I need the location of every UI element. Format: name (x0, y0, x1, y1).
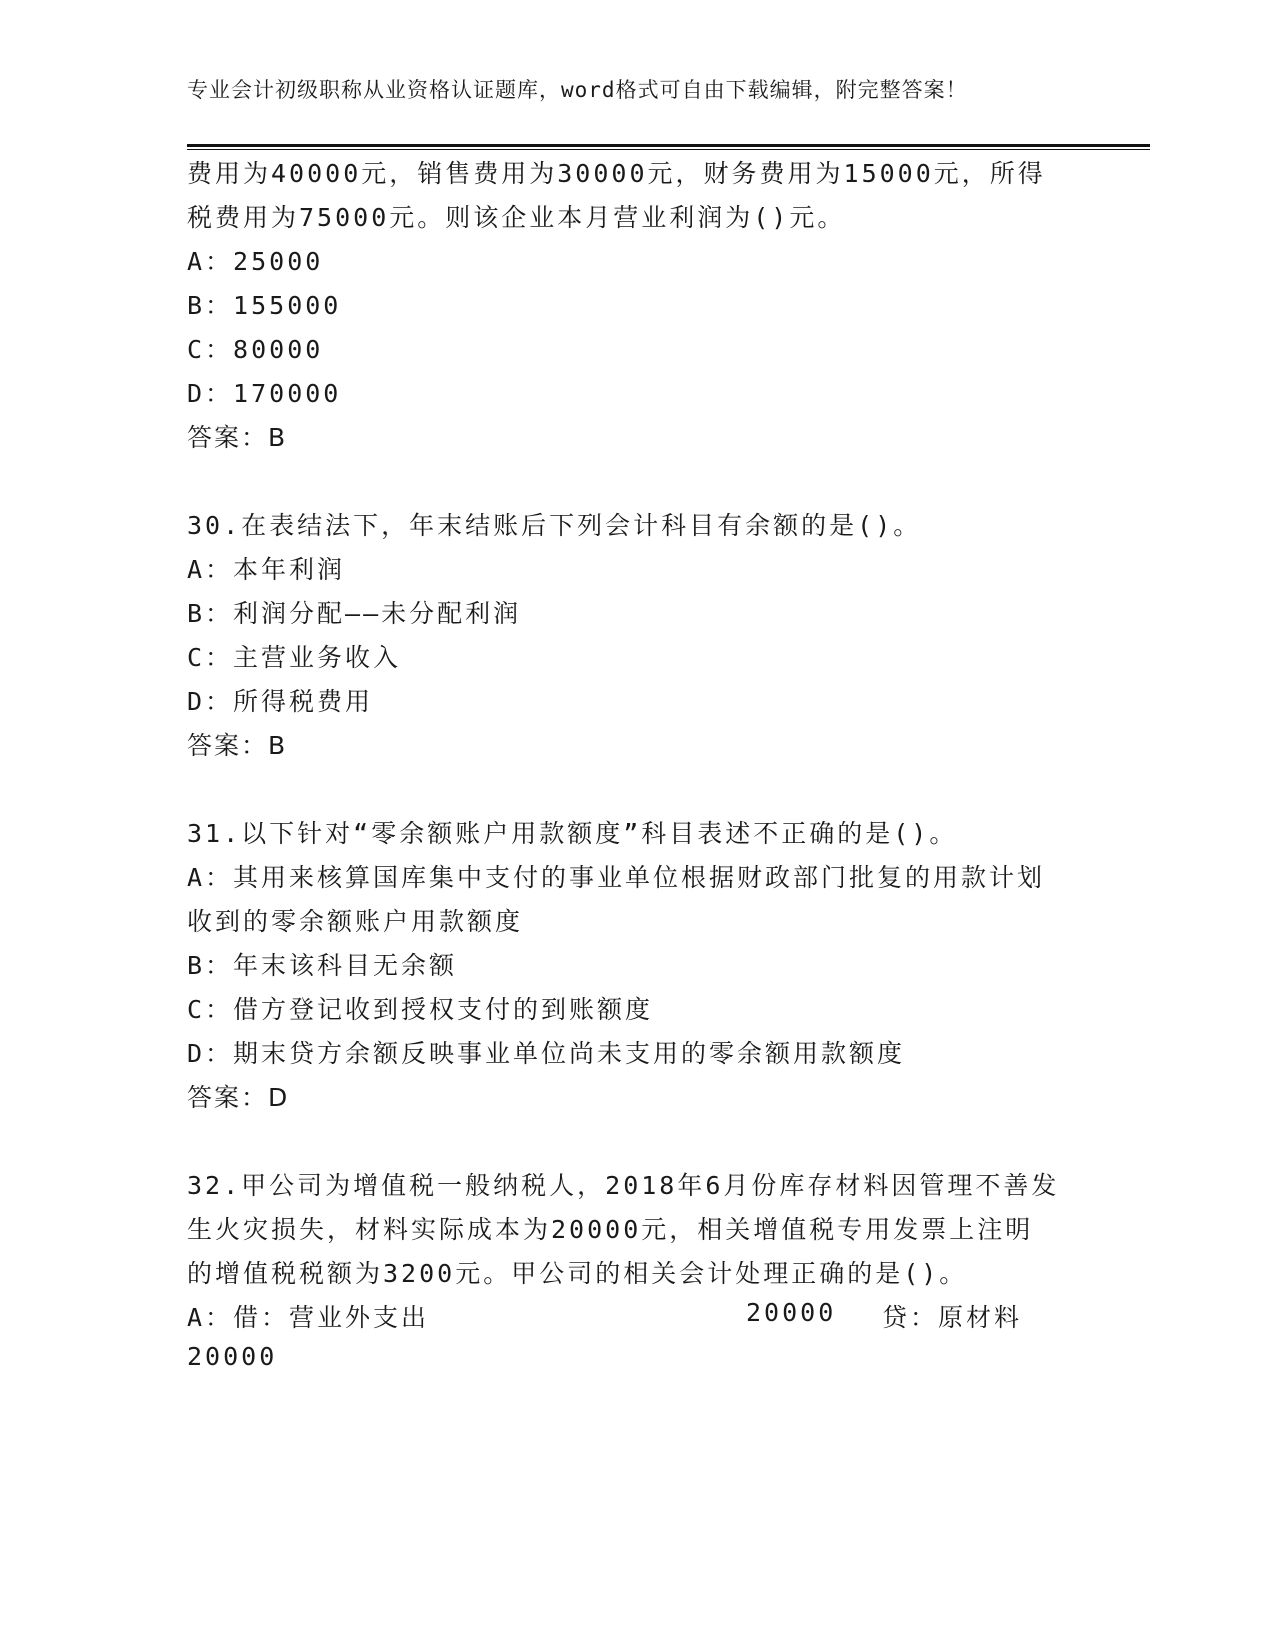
question-31-option-b: B：年末该科目无余额 (187, 951, 458, 980)
question-31-option-c: C：借方登记收到授权支付的到账额度 (187, 995, 654, 1024)
answer: 答案：B (187, 423, 288, 452)
page-header: 专业会计初级职称从业资格认证题库，word格式可自由下载编辑，附完整答案！ (187, 78, 968, 102)
question-32-option-a-debit-amount: 20000 (746, 1298, 837, 1327)
question-continued-line-1: 费用为40000元，销售费用为30000元，财务费用为15000元，所得 (187, 159, 1046, 188)
question-32-option-a-label: A：借：营业外支出 (187, 1303, 430, 1332)
question-32-stem-line-3: 的增值税税额为3200元。甲公司的相关会计处理正确的是()。 (187, 1259, 968, 1288)
question-32-stem-line-2: 生火灾损失，材料实际成本为20000元，相关增值税专用发票上注明 (187, 1215, 1034, 1244)
question-31-stem: 31.以下针对“零余额账户用款额度”科目表述不正确的是()。 (187, 819, 958, 848)
question-32-stem-line-1: 32.甲公司为增值税一般纳税人，2018年6月份库存材料因管理不善发 (187, 1171, 1060, 1200)
option-a: A：25000 (187, 247, 324, 276)
question-30-option-d: D：所得税费用 (187, 687, 374, 716)
header-rule-thick (187, 144, 1150, 147)
question-30-stem: 30.在表结法下，年末结账后下列会计科目有余额的是()。 (187, 511, 922, 540)
question-31-answer: 答案：D (187, 1083, 290, 1112)
question-32-option-a-credit: 贷：原材料 (882, 1303, 1023, 1332)
question-31-option-a: A：其用来核算国库集中支付的事业单位根据财政部门批复的用款计划 (187, 863, 1046, 892)
option-b: B：155000 (187, 291, 342, 320)
option-c: C：80000 (187, 335, 324, 364)
question-30-option-a: A：本年利润 (187, 555, 346, 584)
question-32-option-a-credit-amount: 20000 (187, 1342, 278, 1371)
question-continued-line-2: 税费用为75000元。则该企业本月营业利润为()元。 (187, 203, 846, 232)
header-rule-thin (187, 149, 1150, 150)
option-d: D：170000 (187, 379, 342, 408)
question-30-option-c: C：主营业务收入 (187, 643, 402, 672)
question-31-option-d: D：期末贷方余额反映事业单位尚未支用的零余额用款额度 (187, 1039, 906, 1068)
question-31-option-a-continued: 收到的零余额账户用款额度 (187, 907, 524, 936)
question-30-option-b: B：利润分配——未分配利润 (187, 599, 522, 628)
question-30-answer: 答案：B (187, 731, 288, 760)
